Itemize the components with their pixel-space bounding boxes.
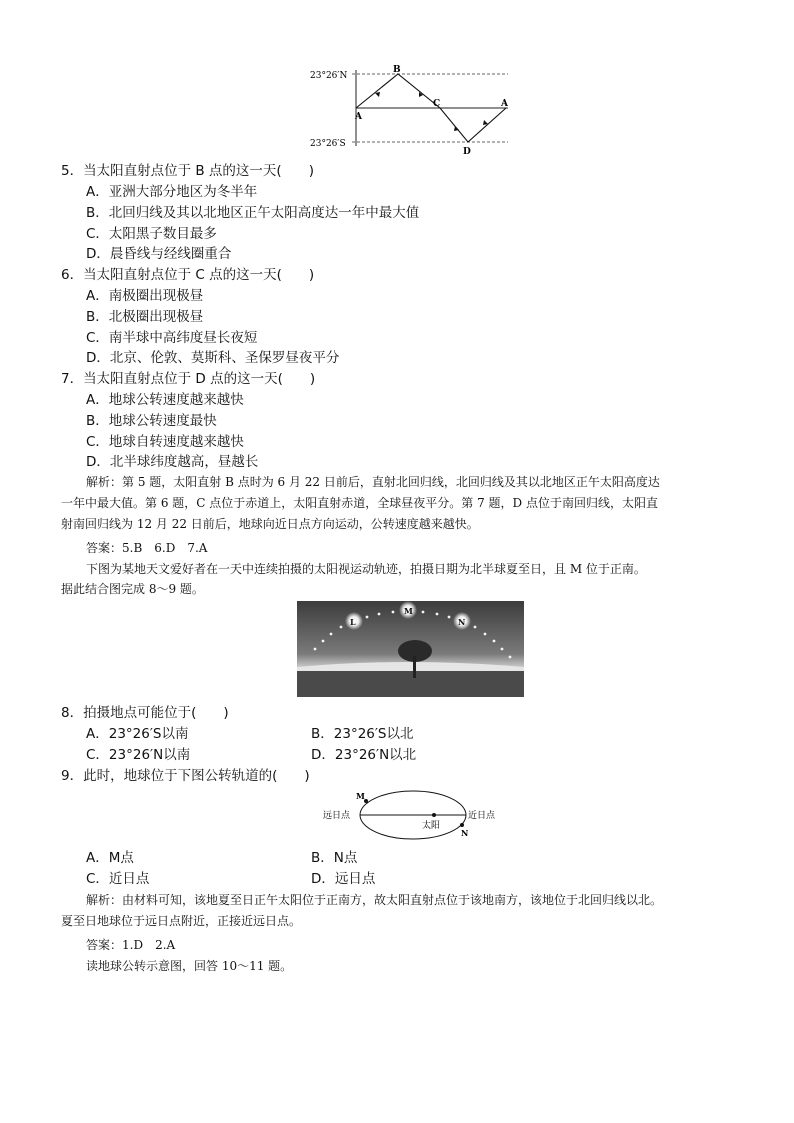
lat-north-label: 23°26′N: [310, 71, 348, 81]
explanation-5-7-line-2: 一年中最大值。第 6 题，C 点位于赤道上，太阳直射赤道，全球昼夜平分。第 7 题，D 点位于南回归线，太阳直: [61, 496, 658, 510]
q8-option-c: C．23°26′N以南: [86, 747, 191, 763]
explanation-5-7-line-1: 解析：第 5 题，太阳直射 B 点时为 6 月 22 日前后，直射北回归线，北回归线及其以北地区正午太阳高度达: [86, 475, 660, 489]
q8-option-b: B．23°26′S以北: [311, 726, 414, 742]
q8-option-d: D．23°26′N以北: [311, 747, 417, 763]
q5-option-c: C．太阳黑子数目最多: [86, 225, 217, 242]
photo-label-n: N: [458, 617, 466, 627]
q7-option-d: D．北半球纬度越高，昼越长: [86, 454, 259, 471]
sun-trajectory-photo: [297, 601, 524, 697]
question-8-stem: 8．拍摄地点可能位于( ): [61, 705, 229, 721]
photo-label-m: M: [404, 606, 413, 616]
arrow-1: [375, 92, 380, 97]
question-5-stem: 5．当太阳直射点位于 B 点的这一天( ): [61, 163, 314, 179]
question-7-stem: 7．当太阳直射点位于 D 点的这一天( ): [61, 371, 316, 387]
question-9-stem: 9．此时，地球位于下图公转轨道的( ): [61, 768, 310, 784]
q5-option-a: A．亚洲大部分地区为冬半年: [86, 184, 258, 200]
q7-option-b: B．地球公转速度最快: [86, 412, 217, 429]
aphelion-label: 远日点: [323, 811, 351, 821]
intro-8-9-line-2: 据此结合图完成 8～9 题。: [61, 582, 204, 596]
ground: [297, 667, 524, 697]
perihelion-label: 近日点: [468, 811, 496, 821]
q6-option-c: C．南半球中高纬度昼长夜短: [86, 329, 258, 346]
sun-path-diagram: [308, 62, 518, 158]
point-d: D: [463, 147, 471, 157]
point-c: C: [433, 99, 441, 109]
intro-10-11: 读地球公转示意图，回答 10～11 题。: [86, 959, 293, 973]
point-a-right: A: [501, 99, 508, 109]
answer-8-9: 答案：1.D 2.A: [86, 938, 176, 952]
q7-option-a: A．地球公转速度越来越快: [86, 392, 244, 408]
q6-option-d: D．北京、伦敦、莫斯科、圣保罗昼夜平分: [86, 350, 340, 367]
sun-icon: [432, 813, 436, 817]
orbit-label-n: N: [461, 828, 469, 838]
earth-n-icon: [460, 823, 464, 827]
q5-option-d: D．晨昏线与经线圈重合: [86, 246, 232, 263]
q9-option-c: C．近日点: [86, 871, 150, 887]
question-5-options: [86, 182, 419, 265]
q6-option-a: A．南极圈出现极昼: [86, 288, 204, 304]
question-6-stem: 6．当太阳直射点位于 C 点的这一天( ): [61, 267, 315, 283]
point-b: B: [393, 65, 401, 75]
explanation-8-9-line-2: 夏至日地球位于远日点附近，正接近远日点。: [61, 914, 302, 928]
point-a-left: A: [355, 112, 362, 122]
lat-south-label: 23°26′S: [310, 139, 346, 149]
orbit-label-m: M: [356, 791, 365, 801]
question-7-options: [86, 390, 258, 473]
q5-option-b: B．北回归线及其以北地区正午太阳高度达一年中最大值: [86, 204, 420, 221]
photo-label-l: L: [350, 617, 356, 627]
answer-5-7: 答案：5.B 6.D 7.A: [86, 541, 208, 555]
q8-option-a: A．23°26′S以南: [86, 726, 189, 742]
explanation-5-7-line-3: 射南回归线为 12 月 22 日前后，地球向近日点方向运动，公转速度越来越快。: [61, 517, 479, 531]
q9-option-b: B．N点: [311, 850, 358, 866]
q6-option-b: B．北极圈出现极昼: [86, 308, 204, 325]
q7-option-c: C．地球自转速度越来越快: [86, 433, 244, 450]
orbit-diagram: [322, 784, 502, 848]
sun-label: 太阳: [422, 821, 441, 831]
explanation-8-9-line-1: 解析：由材料可知，该地夏至日正午太阳位于正南方，故太阳直射点位于该地南方，该地位于北回归线以北。: [86, 893, 663, 907]
q9-option-d: D．远日点: [311, 871, 376, 887]
q9-option-a: A．M点: [86, 850, 134, 866]
question-6-options: [86, 286, 339, 369]
intro-8-9-line-1: 下图为某地天文爱好者在一天中连续拍摄的太阳视运动轨迹，拍摄日期为北半球夏至日，且 M 位于正南。: [86, 562, 646, 576]
